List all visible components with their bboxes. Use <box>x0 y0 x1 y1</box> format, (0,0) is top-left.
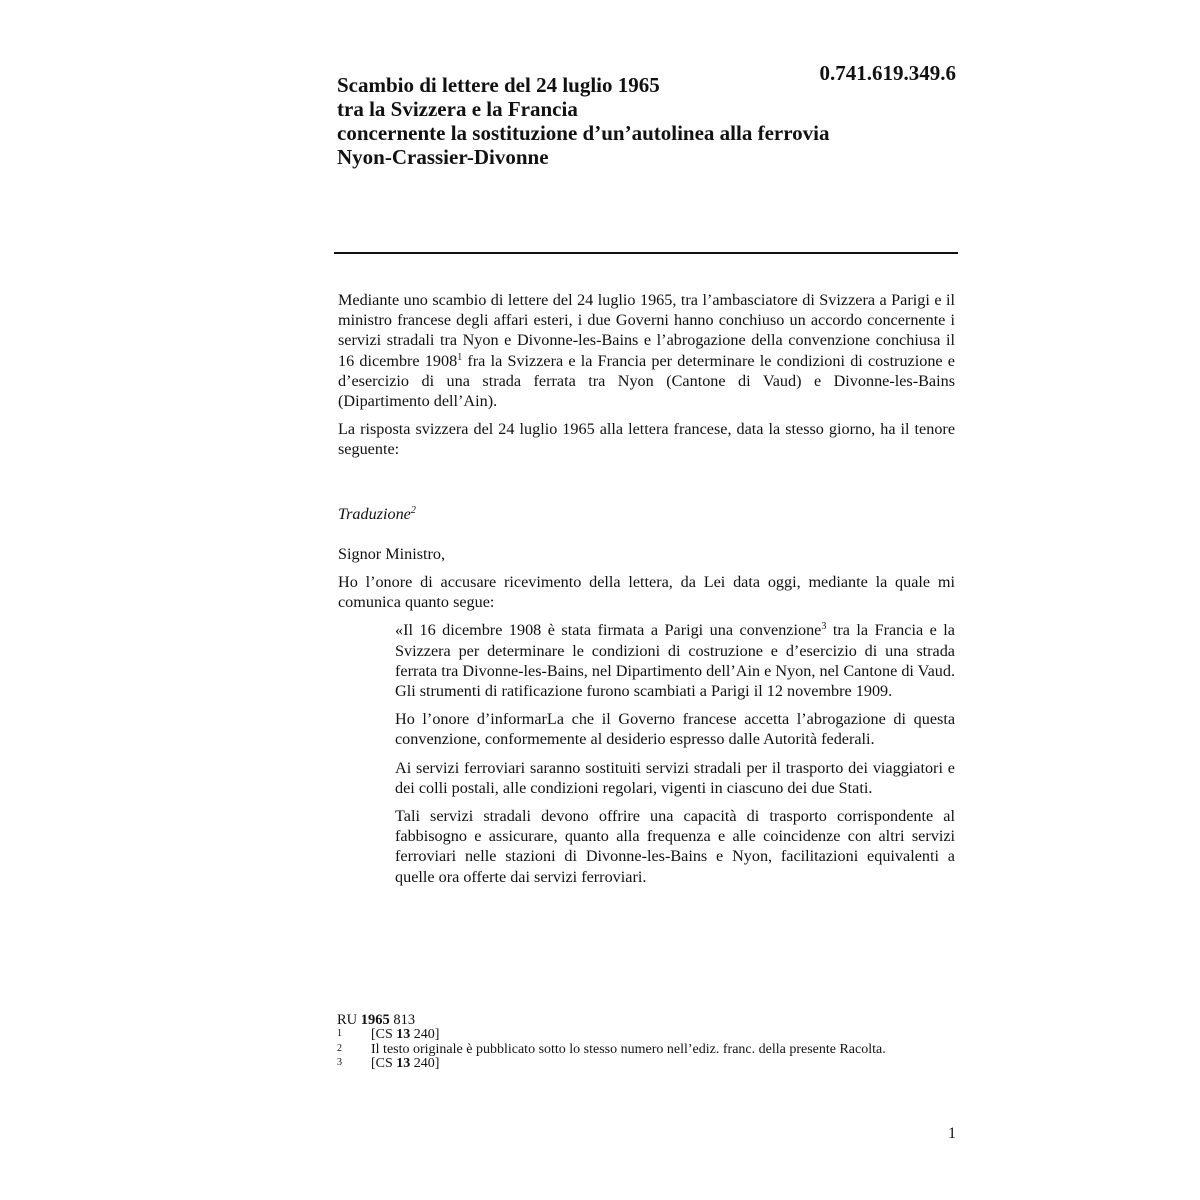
footnote-3-number: 3 <box>337 1057 342 1068</box>
footnote-ref-2[interactable]: 2 <box>410 504 416 516</box>
footnotes <box>337 1012 957 1072</box>
translation-label <box>338 504 955 524</box>
quote-paragraph-4: Tali servizi stradali devono offrire una capacità di trasporto corrispondente al fabbisogno e assicurare, quanto alla frequenza e alle coincidenze con altri servizi ferroviari nelle stazioni di Divonne-les-Bains e Nyon, facilitazioni equivalenti a quelle ora offerte dai servizi ferroviari. <box>395 807 955 886</box>
footnote-2-number: 2 <box>337 1042 342 1054</box>
sr-number: 0.741.619.349.6 <box>819 61 956 85</box>
title-line-1: Scambio di lettere del 24 luglio 1965 <box>337 73 660 97</box>
footnote-ref-3[interactable]: 3 <box>821 621 827 633</box>
footnote-2 <box>337 1043 957 1058</box>
quote-paragraph-3: Ai servizi ferroviari saranno sostituiti servizi stradali per il trasporto dei viaggiatori e dei colli postali, alle condizioni regolari, vigenti in ciascuno dei due Stati. <box>395 758 955 797</box>
ru-reference <box>337 1012 957 1028</box>
footnote-ref-1[interactable]: 1 <box>457 351 463 363</box>
quote-paragraph-1 <box>395 620 955 701</box>
footnote-3 <box>337 1057 957 1072</box>
footnote-1-number: 1 <box>337 1028 342 1039</box>
ru-prefix: RU <box>337 1012 361 1028</box>
footnote-2-text: Il testo originale è pubblicato sotto lo stesso numero nell’ediz. franc. della presente Racolta. <box>371 1041 886 1057</box>
footnote-1-text <box>371 1028 439 1043</box>
fn1-text-b: 240] <box>410 1027 440 1042</box>
fn3-bold: 13 <box>396 1056 411 1071</box>
title-line-2: tra la Svizzera e la Francia <box>337 97 578 121</box>
footnote-1 <box>337 1028 957 1043</box>
intro-paragraph-1 <box>338 290 955 411</box>
receipt-paragraph: Ho l’onore di accusare ricevimento della lettera, da Lei data oggi, mediante la quale mi comunica quanto segue: <box>338 573 955 612</box>
quote-text-a: «Il 16 dicembre 1908 è stata firmata a Parigi una convenzione <box>395 621 822 640</box>
translation-text: Traduzione <box>338 504 411 523</box>
ru-page: 813 <box>389 1012 416 1028</box>
title-line-4: Nyon-Crassier-Divonne <box>337 145 549 169</box>
title-divider <box>334 252 958 254</box>
fn3-text-b: 240] <box>410 1056 440 1071</box>
fn1-text-a: [CS <box>371 1027 397 1042</box>
title-line-3: concernente la sostituzione d’un’autolinea alla ferrovia <box>337 121 830 145</box>
intro-paragraph-2: La risposta svizzera del 24 luglio 1965 alla lettera francese, data la stesso giorno, ha il tenore seguente: <box>338 420 955 459</box>
intro-text-a: Mediante uno scambio di lettere del 24 luglio 1965, tra l’ambasciatore di Svizzera a Parigi e il ministro francese degli affari esteri, i due Governi hanno conchiuso un accordo concernente i servizi stradali tra Nyon e Divonne-les-Bains e l’abrogazione della convenzione conchiusa il 16 dicembre 1908 <box>338 291 955 370</box>
fn1-bold: 13 <box>396 1027 411 1042</box>
document-body <box>338 290 955 887</box>
intro-text-b: fra la Svizzera e la Francia per determinare le condizioni di costruzione e d’esercizio di una strada ferrata tra Nyon (Cantone di Vaud) e Divonne-les-Bains (Dipartimento dell’Ain). <box>338 351 955 411</box>
quote-text-b: tra la Francia e la Svizzera per determinare le condizioni di costruzione e d’esercizio di una strada ferrata tra Divonne-les-Bains, nel Dipartimento dell’Ain e Nyon, nel Cantone di Vaud. Gli strumenti di ratificazione furono scambiati a Parigi il 12 novembre 1909. <box>395 621 955 701</box>
fn3-text-a: [CS <box>371 1056 397 1071</box>
footnote-3-text <box>371 1057 439 1072</box>
salutation: Signor Ministro, <box>338 544 446 563</box>
page-number: 1 <box>948 1125 956 1142</box>
document-title <box>337 73 957 169</box>
ru-year: 1965 <box>360 1012 390 1028</box>
quote-paragraph-2: Ho l’onore d’informarLa che il Governo francese accetta l’abrogazione di questa convenzione, conformemente al desiderio espresso dalle Autorità federali. <box>395 710 955 749</box>
